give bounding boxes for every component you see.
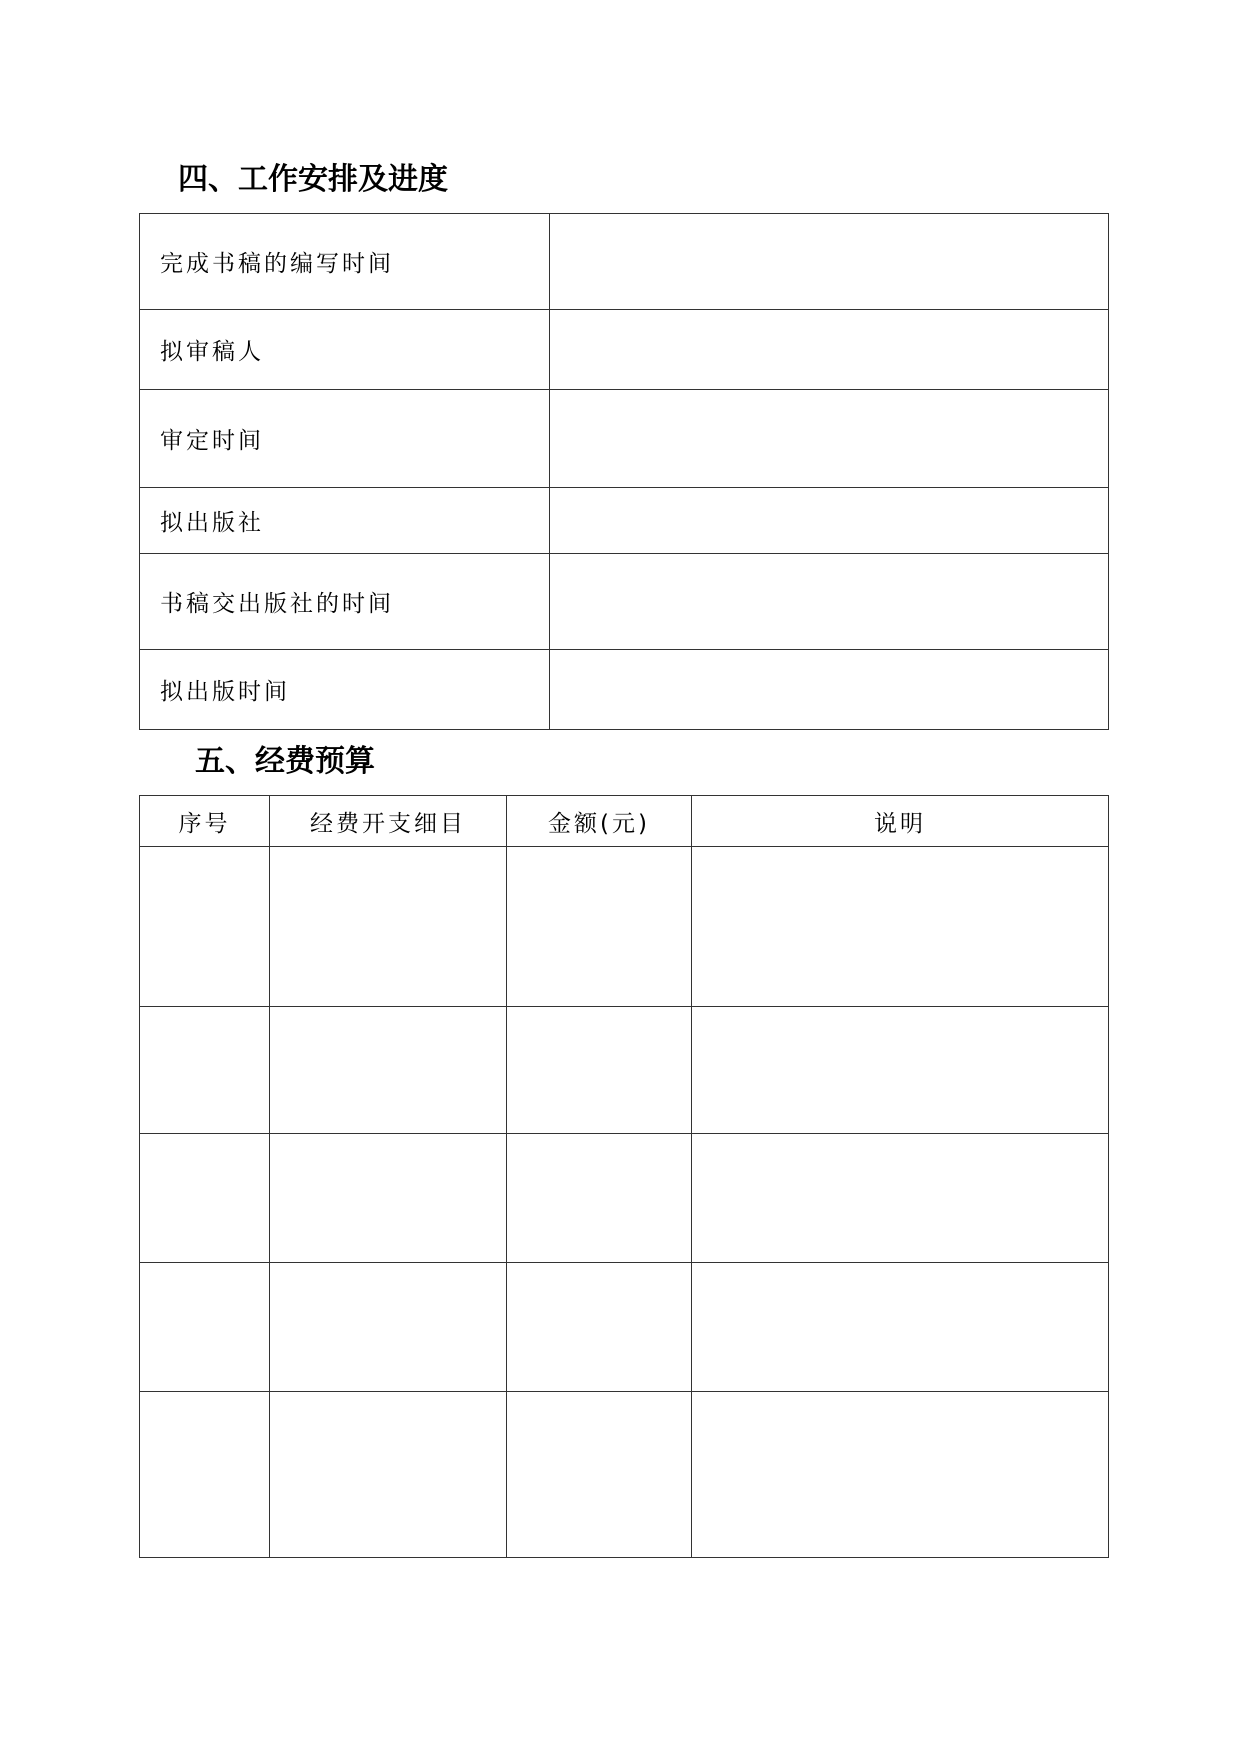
- column-header-amount: 金额(元): [507, 796, 692, 847]
- table-row: [140, 847, 1109, 1007]
- row-label: 拟出版时间: [140, 650, 550, 730]
- table-row: [140, 1263, 1109, 1392]
- value-cell[interactable]: [550, 554, 1109, 650]
- amount-cell[interactable]: [507, 1007, 692, 1134]
- row-label: 拟出版社: [140, 488, 550, 554]
- amount-cell[interactable]: [507, 1263, 692, 1392]
- table-header-row: [140, 796, 1109, 847]
- description-cell[interactable]: [692, 1134, 1109, 1263]
- item-cell[interactable]: [270, 1263, 507, 1392]
- table-row: [140, 554, 1109, 650]
- value-cell[interactable]: [550, 650, 1109, 730]
- item-cell[interactable]: [270, 1392, 507, 1558]
- column-header-description: 说明: [692, 796, 1109, 847]
- table-row: [140, 1134, 1109, 1263]
- description-cell[interactable]: [692, 1392, 1109, 1558]
- index-cell[interactable]: [140, 847, 270, 1007]
- table-row: [140, 310, 1109, 390]
- item-cell[interactable]: [270, 1007, 507, 1134]
- description-cell[interactable]: [692, 847, 1109, 1007]
- column-header-item: 经费开支细目: [270, 796, 507, 847]
- value-cell[interactable]: [550, 390, 1109, 488]
- value-cell[interactable]: [550, 214, 1109, 310]
- column-header-index: 序号: [140, 796, 270, 847]
- table-row: [140, 390, 1109, 488]
- table-row: [140, 650, 1109, 730]
- table-row: [140, 1392, 1109, 1558]
- schedule-table: [139, 213, 1109, 730]
- row-label: 书稿交出版社的时间: [140, 554, 550, 650]
- value-cell[interactable]: [550, 310, 1109, 390]
- table-row: [140, 488, 1109, 554]
- item-cell[interactable]: [270, 1134, 507, 1263]
- row-label: 完成书稿的编写时间: [140, 214, 550, 310]
- amount-cell[interactable]: [507, 847, 692, 1007]
- section-title-schedule: 四、工作安排及进度: [178, 162, 448, 197]
- row-label: 审定时间: [140, 390, 550, 488]
- index-cell[interactable]: [140, 1392, 270, 1558]
- section-title-budget: 五、经费预算: [195, 744, 375, 779]
- index-cell[interactable]: [140, 1007, 270, 1134]
- item-cell[interactable]: [270, 847, 507, 1007]
- table-row: [140, 1007, 1109, 1134]
- amount-cell[interactable]: [507, 1392, 692, 1558]
- table-row: [140, 214, 1109, 310]
- amount-cell[interactable]: [507, 1134, 692, 1263]
- index-cell[interactable]: [140, 1263, 270, 1392]
- index-cell[interactable]: [140, 1134, 270, 1263]
- description-cell[interactable]: [692, 1007, 1109, 1134]
- description-cell[interactable]: [692, 1263, 1109, 1392]
- value-cell[interactable]: [550, 488, 1109, 554]
- budget-table: [139, 795, 1109, 1558]
- row-label: 拟审稿人: [140, 310, 550, 390]
